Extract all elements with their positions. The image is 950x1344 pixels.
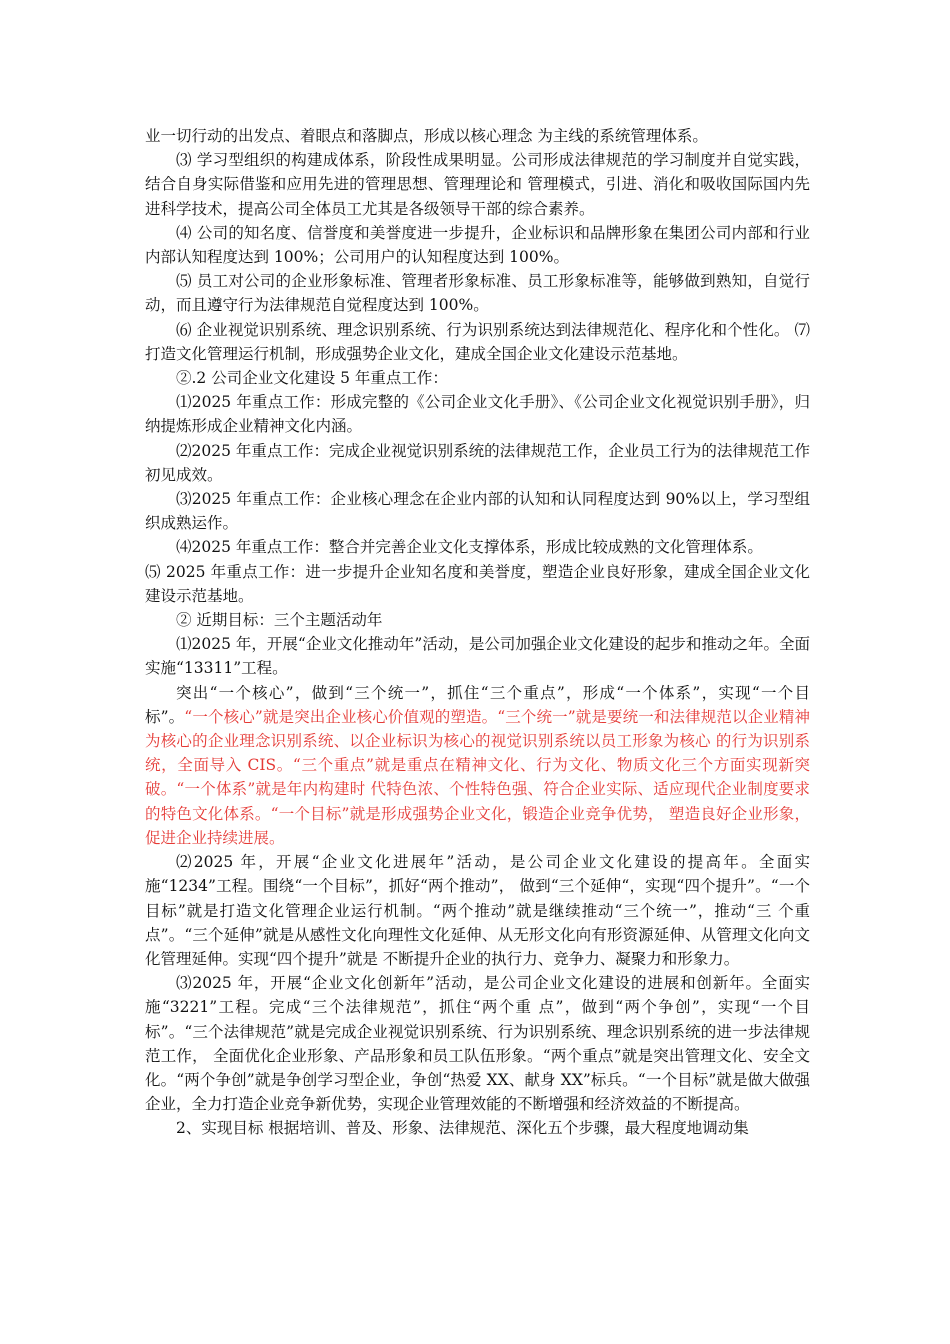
paragraph-2: ⑷ 公司的知名度、信誉度和美誉度进一步提升，企业标识和品牌形象在集团公司内部和行业内部认知程度达到 100%；公司用户的认知程度达到 100%。: [145, 223, 810, 267]
paragraph-1: ⑶ 学习型组织的构建成体系，阶段性成果明显。公司形成法律规范的学习制度并自觉实践，结合自身实际借鉴和应用先进的管理思想、管理理论和 管理模式，引进、消化和吸收国际国内先进科学技术，提高公司全体员工尤其是各级领导干部的综合素养。: [145, 151, 810, 218]
paragraph-4: ⑹ 企业视觉识别系统、理念识别系统、行为识别系统达到法律规范化、程序化和个性化。 ⑺打造文化管理运行机制，形成强势企业文化，建成全国企业文化建设示范基地。: [145, 320, 810, 363]
paragraph-3: ⑸ 员工对公司的企业形象标准、管理者形象标准、员工形象标准等，能够做到熟知，自觉行动，而且遵守行为法律规范自觉程度达到 100%。: [145, 272, 810, 315]
paragraph-after-1: ⑶2025 年，开展“企业文化创新年”活动，是公司企业文化建设的进展和创新年。全面实施“3221”工程。完成“三个法律规范”，抓住“两个重 点”，做到“两个争创”，实现“一个目标”。“三个法律规范”就是完成企业视觉识别系统、行为识别系统、理念识别系统的进一步法律规范工作， 全面优化企业形象、产品形象和员工队伍形象。“两个重点”就是突出管理文化、安全文化。“两个争创”就是争创学习型企业，争创“热爱 XX、献身 XX”标兵。“一个目标”就是做大做强企业，全力打造企业竞争新优势，实现企业管理效能的不断增强和经济效益的不断提高。: [145, 974, 810, 1114]
paragraph-11: ② 近期目标：三个主题活动年: [176, 611, 383, 630]
paragraph-0: 业一切行动的出发点、着眼点和落脚点，形成以核心理念 为主线的系统管理体系。: [145, 127, 708, 145]
paragraph-9: ⑷2025 年重点工作：整合并完善企业文化支撑体系，形成比较成熟的文化管理体系。: [176, 538, 763, 557]
body-text: [145, 124, 810, 1141]
paragraph-6: ⑴2025 年重点工作：形成完整的《公司企业文化手册》、《公司企业文化视觉识别手册》，归纳提炼形成企业精神文化内涵。: [145, 393, 810, 436]
mixed-paragraph: [145, 681, 810, 850]
mixed-paragraph-red: “一个核心”就是突出企业核心价值观的塑造。“三个统一”就是要统一和法律规范以企业精神为核心的企业理念识别系统、以企业标识为核心的视觉识别系统以员工形象为核心 的行为识别系统，全面导入 CIS。“三个重点”就是重点在精神文化、行为文化、物质文化三个方面实现新突破。“一个体系”就是年内构建时 代特色浓、个性特色强、符合企业实际、适应现代企业制度要求的特色文化体系。“一个目标”就是形成强势企业文化，锻造企业竞争优势， 塑造良好企业形象，促进企业持续进展。: [145, 707, 810, 847]
paragraph-12: ⑴2025 年，开展“企业文化推动年”活动，是公司加强企业文化建设的起步和推动之年。全面实施“13311”工程。: [145, 635, 810, 678]
paragraph-8: ⑶2025 年重点工作：企业核心理念在企业内部的认知和认同程度达到 90%以上，学习型组织成熟运作。: [145, 490, 810, 533]
paragraph-7: ⑵2025 年重点工作：完成企业视觉识别系统的法律规范工作，企业员工行为的法律规范工作初见成效。: [145, 441, 810, 484]
paragraph-after-2: 2、实现目标 根据培训、普及、形象、法律规范、深化五个步骤，最大程度地调动集: [176, 1119, 749, 1138]
paragraph-5: ②.2 公司企业文化建设 5 年重点工作：: [176, 369, 448, 388]
paragraph-10: ⑸ 2025 年重点工作：进一步提升企业知名度和美誉度，塑造企业良好形象，建成全国企业文化建设示范基地。: [145, 562, 810, 605]
mixed-paragraph-normal: 突出“一个核心”，做到“三个统一”，抓住“三个重点”，形成“一个体系”，实现“一个目标”。: [145, 683, 810, 726]
paragraph-after-0: ⑵2025 年，开展“企业文化进展年”活动，是公司企业文化建设的提高年。全面实施“1234”工程。围绕“一个目标”，抓好“两个推动”， 做到“三个延伸“，实现“四个提升”。“一个目标”就是打造文化管理企业运行机制。“两个推动”就是继续推动“三个统一”，推动“三 个重点”。“三个延伸”就是从感性文化向理性文化延伸、从无形文化向有形资源延伸、从管理文化向文化管理延伸。实现“四个提升”就是 不断提升企业的执行力、竞争力、凝聚力和形象力。: [145, 853, 810, 968]
